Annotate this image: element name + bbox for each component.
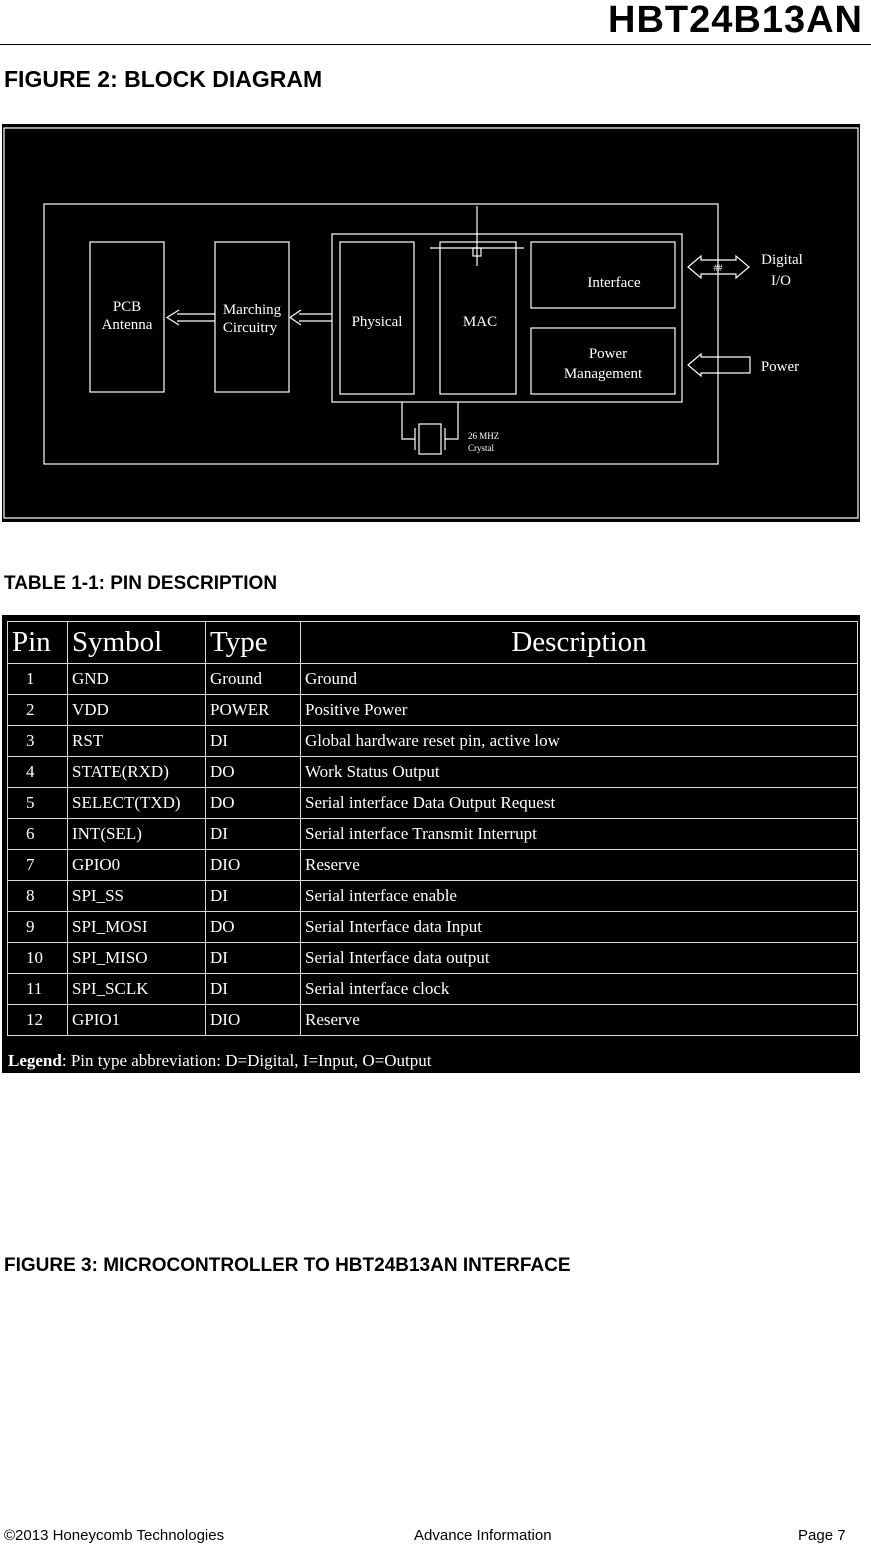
description-cell: Global hardware reset pin, active low bbox=[301, 726, 858, 757]
column-header-type: Type bbox=[206, 622, 301, 664]
table-row bbox=[8, 664, 858, 695]
table-header-row bbox=[8, 622, 858, 664]
pin-cell: 2 bbox=[8, 695, 68, 726]
symbol-cell: INT(SEL) bbox=[68, 819, 206, 850]
description-cell: Ground bbox=[301, 664, 858, 695]
symbol-cell: RST bbox=[68, 726, 206, 757]
description-cell: Serial Interface data output bbox=[301, 943, 858, 974]
type-cell: DIO bbox=[206, 850, 301, 881]
description-cell: Serial interface Data Output Request bbox=[301, 788, 858, 819]
description-cell: Reserve bbox=[301, 1005, 858, 1036]
pin-cell: 1 bbox=[8, 664, 68, 695]
pin-cell: 5 bbox=[8, 788, 68, 819]
pin-table-image bbox=[2, 615, 860, 1073]
description-cell: Serial interface enable bbox=[301, 881, 858, 912]
type-cell: Ground bbox=[206, 664, 301, 695]
digital-io-label-1: Digital bbox=[761, 252, 803, 268]
type-cell: POWER bbox=[206, 695, 301, 726]
table-legend bbox=[8, 1051, 432, 1071]
legend-label: Legend bbox=[8, 1051, 62, 1070]
header-divider bbox=[0, 44, 871, 45]
symbol-cell: SELECT(TXD) bbox=[68, 788, 206, 819]
symbol-cell: SPI_MISO bbox=[68, 943, 206, 974]
table-row bbox=[8, 757, 858, 788]
column-header-pin: Pin bbox=[8, 622, 68, 664]
type-cell: DO bbox=[206, 757, 301, 788]
power-input-arrow bbox=[688, 354, 750, 376]
type-cell: DI bbox=[206, 726, 301, 757]
pin-cell: 4 bbox=[8, 757, 68, 788]
table-row bbox=[8, 881, 858, 912]
digital-io-label-2: I/O bbox=[771, 273, 791, 289]
pin-cell: 7 bbox=[8, 850, 68, 881]
footer-copyright: ©2013 Honeycomb Technologies bbox=[4, 1527, 225, 1544]
type-cell: DO bbox=[206, 912, 301, 943]
legend-text: : Pin type abbreviation: D=Digital, I=Input, O=Output bbox=[61, 1051, 432, 1070]
arrow-matching-to-antenna bbox=[167, 310, 215, 325]
footer-status: Advance Information bbox=[414, 1527, 552, 1544]
physical-label: Physical bbox=[351, 314, 403, 330]
symbol-cell: STATE(RXD) bbox=[68, 757, 206, 788]
column-header-symbol: Symbol bbox=[68, 622, 206, 664]
description-cell: Serial Interface data Input bbox=[301, 912, 858, 943]
symbol-cell: GPIO0 bbox=[68, 850, 206, 881]
table-row bbox=[8, 726, 858, 757]
block-diagram bbox=[2, 124, 860, 522]
table-row bbox=[8, 695, 858, 726]
symbol-cell: SPI_SCLK bbox=[68, 974, 206, 1005]
mac-crosshair bbox=[430, 206, 524, 266]
description-cell: Serial interface Transmit Interrupt bbox=[301, 819, 858, 850]
pin-cell: 6 bbox=[8, 819, 68, 850]
matching-circuitry-label-1: Marching bbox=[222, 302, 282, 318]
crystal-label-1: 26 MHZ bbox=[468, 431, 500, 441]
description-cell: Positive Power bbox=[301, 695, 858, 726]
table-row bbox=[8, 974, 858, 1005]
type-cell: DI bbox=[206, 943, 301, 974]
table-row bbox=[8, 1005, 858, 1036]
power-management-label-2: Management bbox=[563, 366, 643, 382]
table-row bbox=[8, 850, 858, 881]
module-outline bbox=[44, 204, 718, 464]
pin-cell: 12 bbox=[8, 1005, 68, 1036]
mac-label: MAC bbox=[462, 314, 498, 330]
symbol-cell: SPI_MOSI bbox=[68, 912, 206, 943]
pin-cell: 3 bbox=[8, 726, 68, 757]
table-row bbox=[8, 943, 858, 974]
pcb-antenna-label-1: PCB bbox=[112, 299, 142, 315]
symbol-cell: GND bbox=[68, 664, 206, 695]
type-cell: DI bbox=[206, 974, 301, 1005]
type-cell: DI bbox=[206, 819, 301, 850]
pin-cell: 10 bbox=[8, 943, 68, 974]
table-row bbox=[8, 788, 858, 819]
crystal-symbol bbox=[402, 402, 458, 454]
footer-page-number: Page 7 bbox=[798, 1527, 846, 1544]
power-management-label-1: Power bbox=[588, 346, 628, 362]
interface-label: Interface bbox=[587, 275, 641, 291]
pin-cell: 9 bbox=[8, 912, 68, 943]
power-label: Power bbox=[760, 359, 800, 375]
document-title: HBT24B13AN bbox=[608, 0, 863, 41]
symbol-cell: GPIO1 bbox=[68, 1005, 206, 1036]
svg-text:##: ## bbox=[713, 263, 723, 273]
figure2-heading: FIGURE 2: BLOCK DIAGRAM bbox=[4, 66, 323, 92]
column-header-description: Description bbox=[301, 622, 858, 664]
type-cell: DI bbox=[206, 881, 301, 912]
symbol-cell: SPI_SS bbox=[68, 881, 206, 912]
symbol-cell: VDD bbox=[68, 695, 206, 726]
crystal-label-2: Crystal bbox=[468, 443, 494, 453]
pcb-antenna-label-2: Antenna bbox=[101, 317, 153, 333]
description-cell: Serial interface clock bbox=[301, 974, 858, 1005]
matching-circuitry-label-2: Circuitry bbox=[222, 320, 278, 336]
type-cell: DIO bbox=[206, 1005, 301, 1036]
table-row bbox=[8, 912, 858, 943]
pin-cell: 8 bbox=[8, 881, 68, 912]
type-cell: DO bbox=[206, 788, 301, 819]
table-heading: TABLE 1-1: PIN DESCRIPTION bbox=[4, 573, 278, 594]
pin-description-table bbox=[7, 621, 858, 1036]
figure3-heading: FIGURE 3: MICROCONTROLLER TO HBT24B13AN INTERFACE bbox=[4, 1255, 571, 1276]
pin-cell: 11 bbox=[8, 974, 68, 1005]
description-cell: Work Status Output bbox=[301, 757, 858, 788]
description-cell: Reserve bbox=[301, 850, 858, 881]
table-row bbox=[8, 819, 858, 850]
arrow-physical-to-matching bbox=[290, 310, 332, 325]
